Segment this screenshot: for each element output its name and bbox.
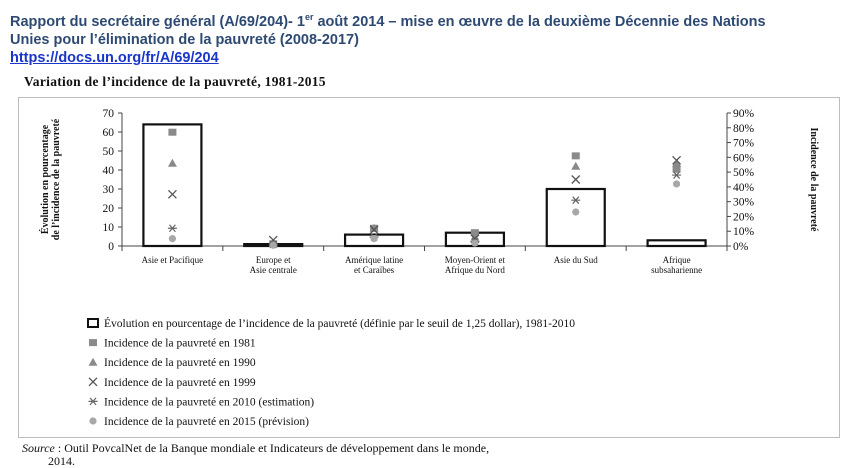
y-tick-label-right: 0% — [733, 241, 749, 253]
point-square — [572, 152, 580, 159]
point-circle — [270, 242, 277, 249]
y-axis-title-left: Évolution en pourcentage — [40, 124, 51, 235]
x-tick-label: Asie centrale — [249, 265, 297, 275]
chart-title: Variation de l’incidence de la pauvreté, 1981-2015 — [24, 74, 326, 89]
source-text: : Outil PovcalNet de la Banque mondiale et Indicateurs de développement dans le monde, — [54, 441, 490, 455]
y-tick-label-right: 20% — [733, 211, 755, 224]
point-circle — [471, 239, 478, 246]
point-circle — [572, 208, 579, 215]
y-tick-label-right: 40% — [733, 181, 755, 194]
point-triangle — [571, 162, 580, 170]
y-tick-label-left: 60 — [102, 127, 114, 139]
x-tick-label: Moyen-Orient et — [444, 255, 506, 265]
y-tick-label-right: 80% — [733, 122, 755, 135]
y-tick-label-left: 30 — [102, 184, 114, 196]
header-line-2: Unies pour l’élimination de la pauvreté (2008-2017) — [10, 31, 359, 48]
y-tick-label-right: 90% — [733, 108, 755, 120]
y-tick-label-right: 10% — [733, 226, 755, 239]
y-tick-label-left: 70 — [102, 108, 114, 120]
header-sup: er — [304, 12, 314, 22]
x-tick-label: Europe et — [255, 255, 291, 265]
legend-marker — [89, 417, 96, 424]
y-tick-label-right: 30% — [733, 196, 755, 209]
source-label: Source — [22, 441, 55, 455]
x-tick-label: Afrique du Nord — [444, 265, 505, 275]
point-circle — [169, 235, 176, 242]
point-circle — [370, 235, 377, 242]
legend-label: Incidence de la pauvreté en 1999 — [104, 376, 256, 389]
legend-marker — [89, 378, 97, 386]
legend-marker — [89, 339, 97, 346]
x-tick-label: Amérique latine — [344, 255, 404, 265]
legend-label: Incidence de la pauvreté en 2010 (estimation) — [104, 396, 315, 409]
y-axis-title-left: de l’incidence de la pauvreté — [51, 118, 62, 241]
y-tick-label-right: 50% — [733, 167, 755, 180]
x-tick-label: subsaharienne — [651, 265, 703, 275]
y-tick-label-left: 50 — [102, 146, 114, 158]
y-tick-label-left: 0 — [108, 241, 114, 253]
legend-label: Incidence de la pauvreté en 2015 (prévision) — [104, 416, 309, 428]
legend-marker — [88, 319, 98, 327]
source-link[interactable]: https://docs.un.org/fr/A/69/204 — [10, 49, 219, 66]
x-tick-label: Afrique — [662, 255, 691, 265]
x-tick-label: Asie et Pacifique — [141, 255, 204, 265]
point-circle — [673, 180, 680, 187]
legend-label: Incidence de la pauvreté en 1990 — [104, 357, 256, 370]
header-line-1b: août 2014 – mise en œuvre de la deuxième Décennie des Nations — [313, 13, 766, 30]
x-tick-label: et Caraïbes — [353, 265, 395, 275]
y-tick-label-right: 60% — [733, 152, 755, 165]
y-tick-label-left: 10 — [102, 222, 114, 234]
bar — [648, 240, 706, 246]
legend-label: Incidence de la pauvreté en 1981 — [104, 337, 256, 350]
point-x — [572, 176, 580, 184]
y-tick-label-right: 70% — [733, 137, 755, 150]
point-square — [168, 129, 176, 136]
header-line-1a: Rapport du secrétaire général (A/69/204)- 1 — [10, 13, 305, 30]
y-axis-title-right: Incidence de la pauvreté — [808, 127, 819, 232]
y-tick-label-left: 20 — [102, 203, 114, 215]
source-note — [22, 442, 489, 468]
legend-label: Évolution en pourcentage de l’incidence de la pauvreté (définie par le seuil de 1,25 dollar), 1981-2010 — [104, 318, 576, 330]
x-tick-label: Asie du Sud — [553, 255, 598, 265]
legend-marker — [89, 398, 98, 405]
y-tick-label-left: 40 — [102, 165, 114, 177]
legend-marker — [89, 358, 98, 366]
source-text-2: 2014. — [48, 454, 75, 468]
bar — [547, 189, 605, 246]
